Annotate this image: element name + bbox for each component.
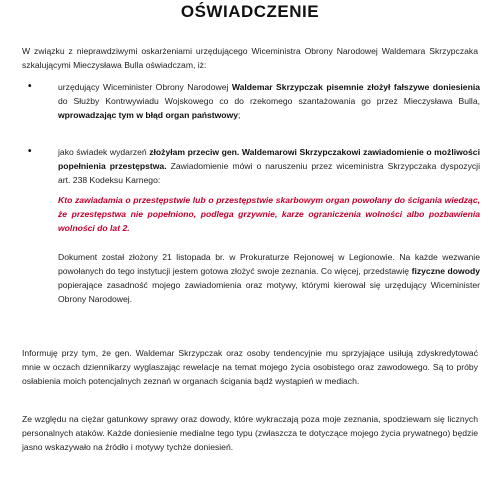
bullet-1-emphasis-2: wprowadzając tym w błąd organ państwowy xyxy=(58,110,239,120)
intro-paragraph: W związku z nieprawdziwymi oskarżeniami urzędującego Wiceministra Obrony Narodowej Waldemara Skrzypczaka szkalującymi Mieczysława Bulla oświadczam, iż: xyxy=(22,46,478,70)
bullet-1-emphasis-1: Waldemar Skrzypczak pisemnie złożył fałszywe doniesienia xyxy=(231,82,480,92)
bullet-2-emphasis: złożyłam przeciw gen. Waldemarowi Skrzypczakowi zawiadomienie o możliwości popełnienia przestępstwa. xyxy=(58,147,480,171)
bullet-paragraph-1: urzędujący Wiceminister Obrony Narodowej Waldemar Skrzypczak pisemnie złożył fałszywe doniesienia do Służby Kontrwywiadu Wojskowego co do rzekomego szantażowania go przez Mieczysława Bulla, wprowadzając tym w błąd organ państwowy; xyxy=(58,82,480,120)
bullet-marker: • xyxy=(28,81,32,92)
physical-evidence-emphasis: fizyczne dowody xyxy=(411,266,481,276)
discreditation-paragraph: Informuję przy tym, że gen. Waldemar Skrzypczak oraz osoby tendencyjnie mu sprzyjające usiłują zdyskredytować mnie w oczach dziennikarzy wyglaszając rewelacje na temat mojego życia osobistego oraz zawodowego. Są to próby osłabienia moich potencjalnych zeznań w organach ścigania bądź wystąpień w mediach. xyxy=(22,348,478,386)
expected-attacks-paragraph: Ze względu na ciężar gatunkowy sprawy oraz dowody, które wykraczają poza moje zeznania, spodziewam się licznych personalnych ataków. Każde doniesienie medialne tego typu (zwłaszcza te dotyczące mojego życia prywatnego) będzie jasno wskazywało na źródło i motywy tychże doniesień. xyxy=(22,414,478,452)
bullet-marker: • xyxy=(28,146,32,157)
legal-quote: Kto zawiadamia o przestępstwie lub o przestępstwie skarbowym organ powołany do ścigania wiedząc, że przestępstwa nie popełniono, podlega grzywnie, karze ograniczenia wolności albo pozbawienia wolności do lat 2. xyxy=(58,195,480,233)
document-title: OŚWIADCZENIE xyxy=(180,2,320,21)
bullet-paragraph-2: jako świadek wydarzeń złożyłam przeciw gen. Waldemarowi Skrzypczakowi zawiadomienie o możliwości popełnienia przestępstwa. Zawiadomienie mówi o naruszeniu przez wiceministra Skrzypczaka dyspozycji art. 238 Kodeksu Karnego: xyxy=(58,147,480,185)
document-submission-paragraph: Dokument został złożony 21 listopada br. w Prokuraturze Rejonowej w Legionowie. Na każde wezwanie powołanych do tego instytucji jestem gotowa złożyć swoje zeznania. Co więcej, przedstawię fizyczne dowody popierające zasadność mojego zawiadomienia oraz motywy, którymi kierował się urzędujący Wiceminister Obrony Narodowej. xyxy=(58,252,481,304)
